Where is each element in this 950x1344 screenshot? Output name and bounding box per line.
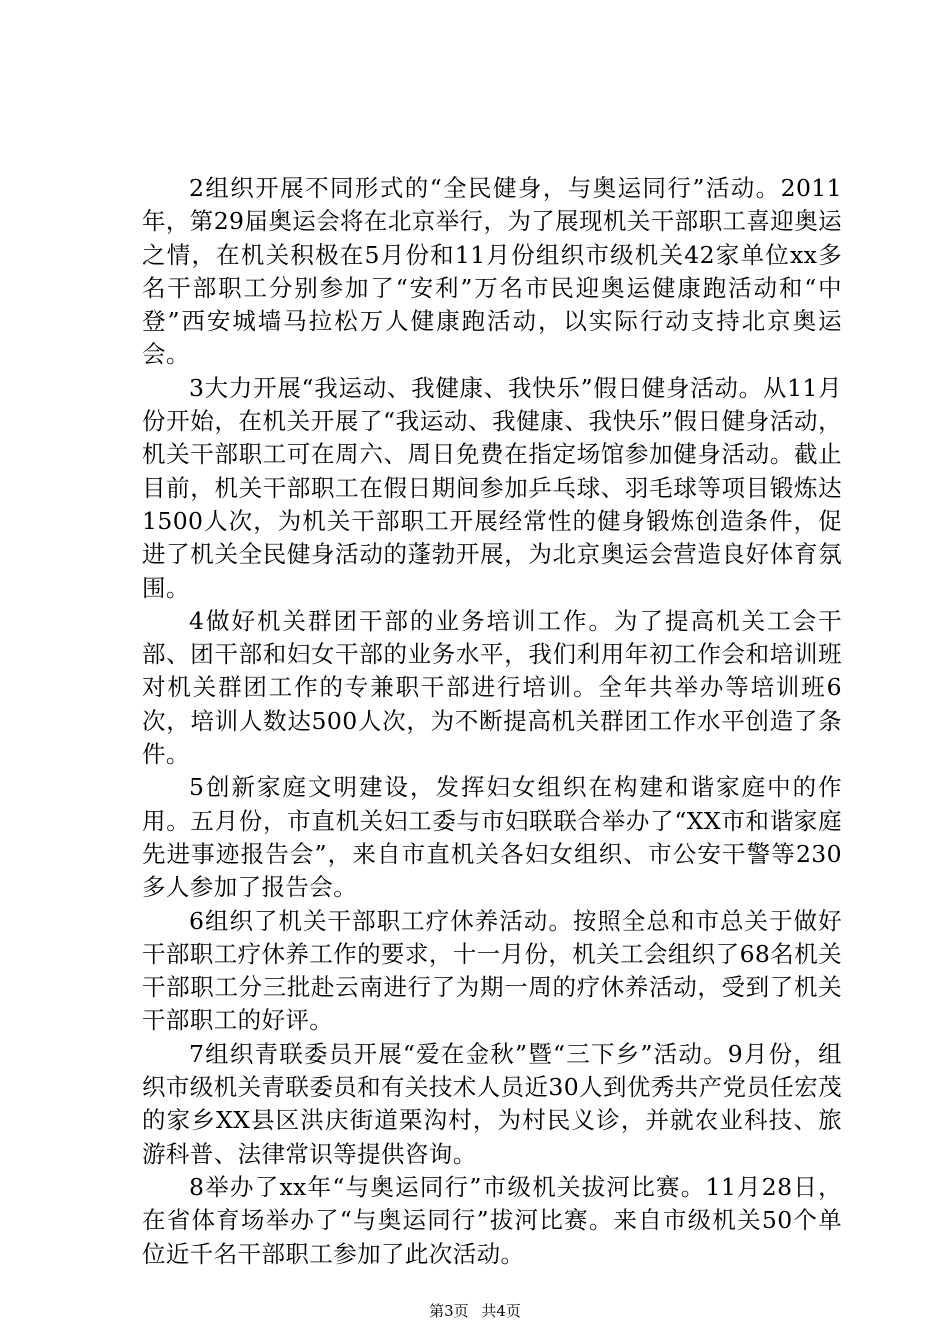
- paragraph-item-2: 2组织开展不同形式的“全民健身，与奥运同行”活动。2011年，第29届奥运会将在北京举行，为了展现机关干部职工喜迎奥运之情，在机关积极在5月份和11月份组织市级机关42家单位xx多名干部职工分别参加了“安利”万名市民迎奥运健康跑活动和“中登”西安城墙马拉松万人健康跑活动，以实际行动支持北京奥运会。: [142, 174, 842, 369]
- paragraph-item-3: 3大力开展“我运动、我健康、我快乐”假日健身活动。从11月份开始，在机关开展了“我运动、我健康、我快乐”假日健身活动，机关干部职工可在周六、周日免费在指定场馆参加健身活动。截止目前，机关干部职工在假日期间参加乒乓球、羽毛球等项目锻炼达1500人次，为机关干部职工开展经常性的健身锻炼创造条件，促进了机关全民健身活动的蓬勃开展，为北京奥运会营造良好体育氛围。: [142, 373, 842, 602]
- page-footer: [0, 1301, 950, 1321]
- paragraph-item-8: 8举办了xx年“与奥运同行”市级机关拔河比赛。11月28日，在省体育场举办了“与奥运同行”拔河比赛。来自市级机关50个单位近千名干部职工参加了此次活动。: [142, 1172, 842, 1268]
- paragraph-item-6: 6组织了机关干部职工疗休养活动。按照全总和市总关于做好干部职工疗休养工作的要求，十一月份，机关工会组织了68名机关干部职工分三批赴云南进行了为期一周的疗休养活动，受到了机关干部职工的好评。: [142, 906, 842, 1035]
- paragraph-item-5: 5创新家庭文明建设，发挥妇女组织在构建和谐家庭中的作用。五月份，市直机关妇工委与市妇联联合举办了“XX市和谐家庭先进事迹报告会”，来自市直机关各妇女组织、市公安干警等230多人参加了报告会。: [142, 773, 842, 902]
- page-number: 第3页: [429, 1302, 469, 1320]
- paragraph-item-4: 4做好机关群团干部的业务培训工作。为了提高机关工会干部、团干部和妇女干部的业务水平，我们利用年初工作会和培训班对机关群团工作的专兼职干部进行培训。全年共举办等培训班6次，培训人数达500人次，为不断提高机关群团工作水平创造了条件。: [142, 606, 842, 769]
- page-total: 共4页: [481, 1302, 521, 1320]
- paragraph-item-7: 7组织青联委员开展“爱在金秋”暨“三下乡”活动。9月份，组织市级机关青联委员和有关技术人员近30人到优秀共产党员任宏茂的家乡XX县区洪庆街道栗沟村，为村民义诊，并就农业科技、旅游科普、法律常识等提供咨询。: [142, 1039, 842, 1168]
- document-body: [142, 172, 842, 1271]
